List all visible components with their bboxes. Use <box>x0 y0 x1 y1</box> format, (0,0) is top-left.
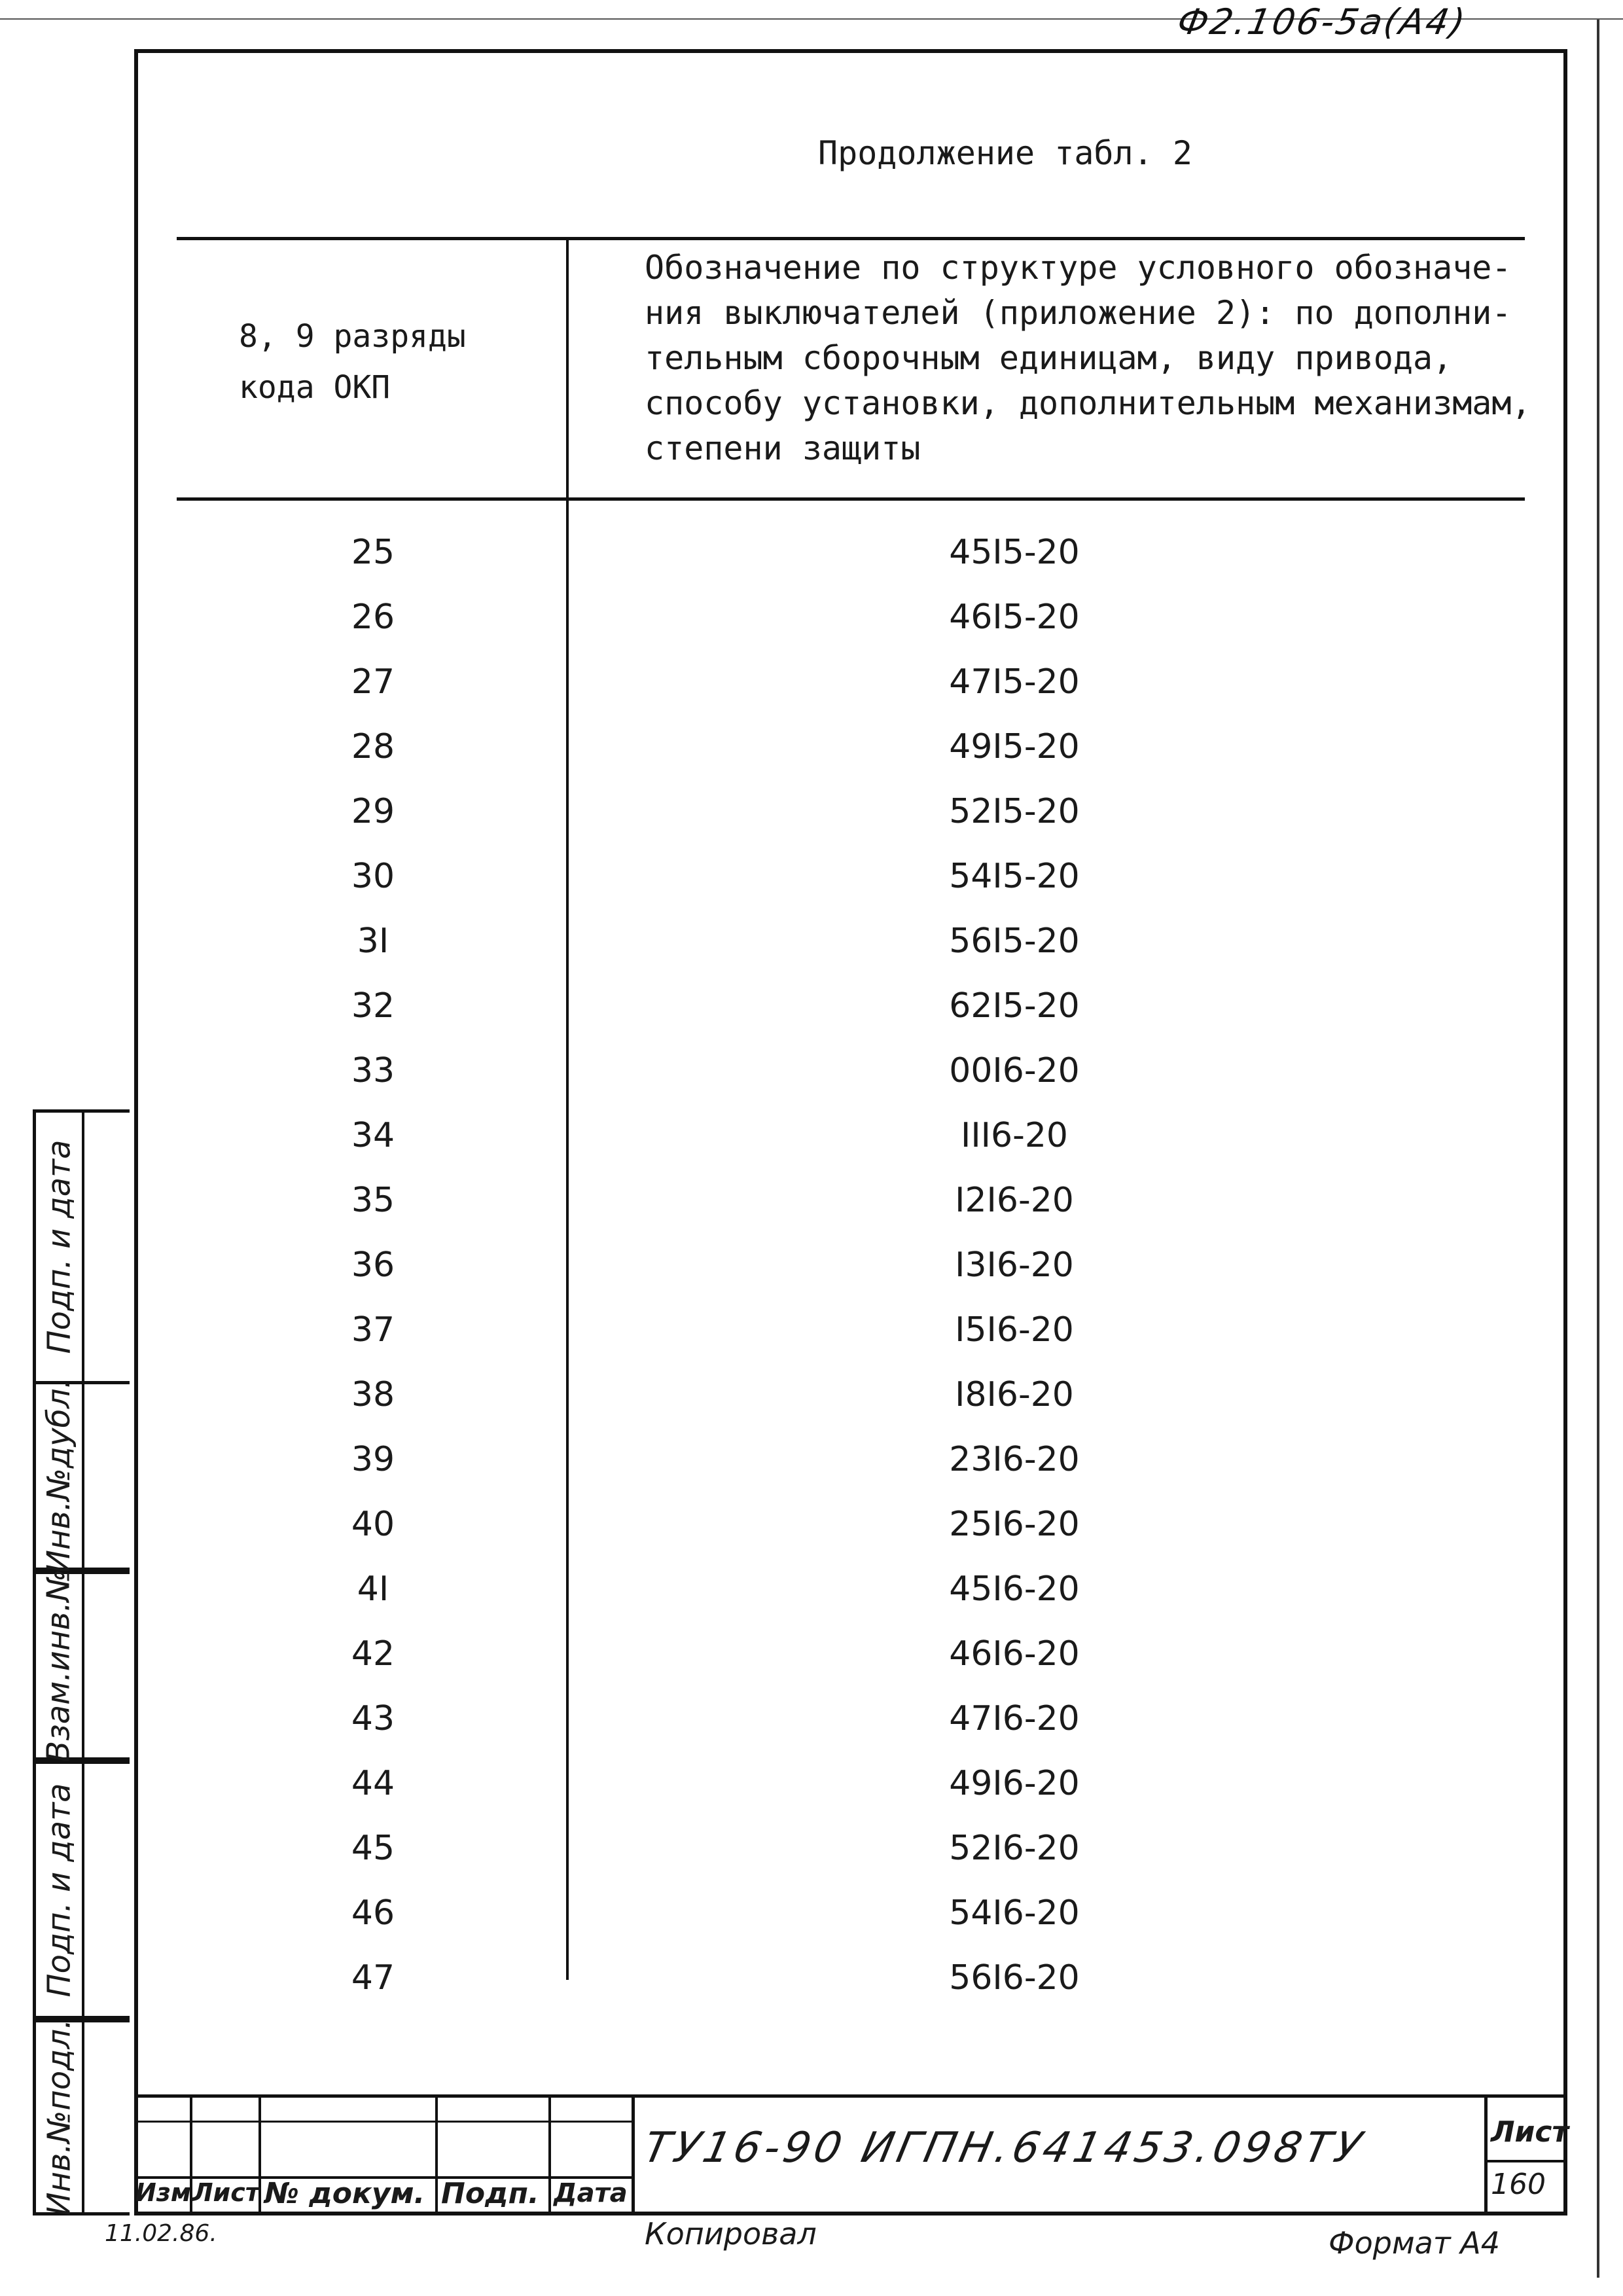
stamp-label-sheet: Лист <box>192 2178 260 2207</box>
okp-code-cell: 4I <box>357 1570 389 1609</box>
designation-cell: 46I5-20 <box>949 598 1080 637</box>
side-block-dup-inv <box>33 1378 130 1573</box>
okp-code-cell: 28 <box>351 727 395 766</box>
format-label: Формат А4 <box>1329 2225 1500 2261</box>
signature-date: 11.02.86. <box>105 2220 217 2247</box>
document-designation: ТУ16-90 ИГПН.641453.098ТУ <box>639 2124 1370 2172</box>
designation-cell: 45I6-20 <box>949 1570 1080 1609</box>
okp-code-cell: 44 <box>351 1764 395 1803</box>
okp-code-cell: 36 <box>351 1246 395 1285</box>
side-block-replace-inv <box>33 1571 130 1761</box>
table-top-rule <box>177 237 1525 240</box>
okp-code-cell: 45 <box>351 1829 395 1868</box>
designation-cell: I3I6-20 <box>955 1246 1074 1285</box>
okp-code-cell: 25 <box>351 533 395 572</box>
form-code: Ф2.106-5а(А4) <box>1173 1 1470 43</box>
designation-cell: 47I6-20 <box>949 1699 1080 1738</box>
designation-cell: I5I6-20 <box>955 1310 1074 1350</box>
designation-cell: 00I6-20 <box>949 1051 1080 1090</box>
designation-cell: 54I5-20 <box>949 857 1080 896</box>
stamp-row-rule <box>1484 2160 1567 2162</box>
okp-code-cell: 3I <box>357 922 389 961</box>
okp-code-cell: 27 <box>351 662 395 702</box>
designation-cell: 56I6-20 <box>949 1958 1080 1998</box>
okp-code-cell: 30 <box>351 857 395 896</box>
side-block-sign-date-2 <box>33 1761 130 2019</box>
designation-cell: 56I5-20 <box>949 922 1080 961</box>
okp-code-cell: 32 <box>351 986 395 1026</box>
header-col-okp: 8, 9 разряды кода ОКП <box>239 318 466 406</box>
stamp-col-divider <box>1484 2094 1488 2215</box>
right-edge-rule <box>1597 20 1599 2278</box>
stamp-label-date: Дата <box>554 2178 628 2208</box>
okp-code-cell: 34 <box>351 1116 395 1155</box>
header-col-designation: Обозначение по структуре условного обозначе- ния выключателей (приложение 2): по дополни- тельным сборочным единицам, виду привода, способу установки, дополнительным механизмам, степени защиты <box>645 249 1531 467</box>
side-label: Инв.№подл. <box>41 2018 78 2216</box>
sheet-number: 160 <box>1491 2168 1546 2201</box>
designation-cell: 62I5-20 <box>949 986 1080 1026</box>
okp-code-cell: 33 <box>351 1051 395 1090</box>
side-block-orig-inv <box>33 2019 130 2215</box>
stamp-col-divider <box>632 2094 635 2215</box>
designation-cell: 23I6-20 <box>949 1440 1080 1479</box>
designation-cell: I2I6-20 <box>955 1181 1074 1220</box>
okp-code-cell: 43 <box>351 1699 395 1738</box>
side-block-sign-date-1 <box>33 1109 130 1384</box>
designation-cell: 52I6-20 <box>949 1829 1080 1868</box>
side-label: Инв.№дубл. <box>41 1378 78 1573</box>
designation-cell: 49I6-20 <box>949 1764 1080 1803</box>
stamp-top-rule <box>134 2094 1567 2098</box>
okp-code-cell: 35 <box>351 1181 395 1220</box>
stamp-label-signature: Подп. <box>441 2177 539 2210</box>
designation-cell: 54I6-20 <box>949 1893 1080 1933</box>
side-label: Подп. и дата <box>41 1139 78 1354</box>
side-label: Подп. и дата <box>41 1783 78 1997</box>
designation-cell: 47I5-20 <box>949 662 1080 702</box>
okp-code-cell: 42 <box>351 1634 395 1674</box>
okp-code-cell: 26 <box>351 598 395 637</box>
designation-cell: 46I6-20 <box>949 1634 1080 1674</box>
stamp-col-divider <box>435 2094 438 2215</box>
okp-code-cell: 29 <box>351 792 395 831</box>
table-title: Продолжение табл. 2 <box>818 134 1192 172</box>
stamp-label-change: Изм <box>135 2178 191 2207</box>
designation-column <box>785 520 1243 2011</box>
okp-code-cell: 39 <box>351 1440 395 1479</box>
side-label: Взам.инв.№ <box>41 1569 78 1763</box>
stamp-row-rule <box>134 2121 632 2123</box>
okp-code-cell: 38 <box>351 1375 395 1414</box>
sheet-label: Лист <box>1491 2115 1569 2149</box>
designation-cell: 49I5-20 <box>949 727 1080 766</box>
designation-cell: III6-20 <box>960 1116 1069 1155</box>
okp-code-cell: 40 <box>351 1505 395 1544</box>
stamp-col-divider <box>548 2094 551 2215</box>
copied-by-label: Копировал <box>645 2216 817 2251</box>
designation-cell: 45I5-20 <box>949 533 1080 572</box>
table-header-rule <box>177 497 1525 501</box>
okp-code-cell: 47 <box>351 1958 395 1998</box>
designation-cell: 25I6-20 <box>949 1505 1080 1544</box>
stamp-label-doc-number: № докум. <box>264 2177 425 2210</box>
okp-code-cell: 37 <box>351 1310 395 1350</box>
designation-cell: 52I5-20 <box>949 792 1080 831</box>
okp-code-column <box>177 520 569 2011</box>
designation-cell: I8I6-20 <box>955 1375 1074 1414</box>
okp-code-cell: 46 <box>351 1893 395 1933</box>
